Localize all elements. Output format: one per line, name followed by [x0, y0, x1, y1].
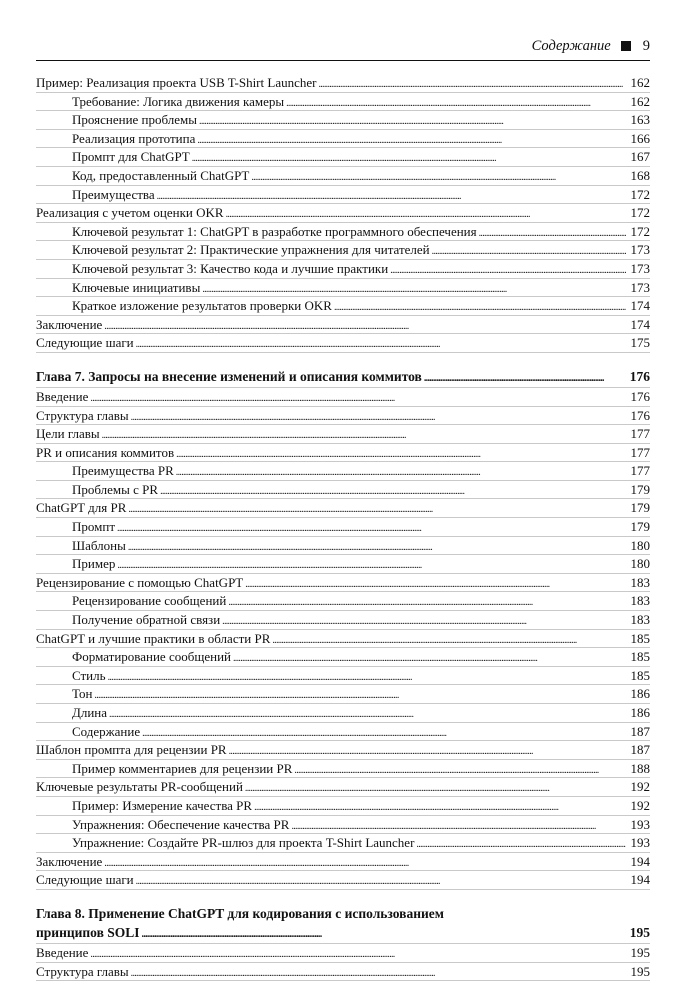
toc-entry-page: 195: [630, 944, 650, 960]
leader-dots: [157, 188, 626, 206]
toc-entry-page: 177: [630, 444, 650, 460]
toc-entry-page: 194: [630, 853, 650, 869]
toc-entry-title: Заключение: [36, 316, 103, 332]
leader-dots: [432, 243, 626, 261]
toc-entry[interactable]: [36, 407, 650, 426]
toc-entry-page: 185: [630, 630, 650, 646]
toc-entry-title: Содержание: [72, 723, 141, 739]
chapter-title-line-1: Глава 8. Применение ChatGPT для кодирования с использованием: [36, 905, 444, 921]
toc-entry-title: Ключевой результат 3: Качество кода и лучшие практики: [72, 260, 389, 276]
toc-entry-title: Следующие шаги: [36, 872, 134, 888]
toc-entry[interactable]: [36, 241, 650, 260]
toc-entry[interactable]: [36, 518, 650, 537]
toc-entry-page: 192: [630, 797, 650, 813]
leader-dots: [229, 743, 626, 761]
leader-dots: [90, 946, 626, 964]
leader-dots: [104, 855, 626, 873]
toc-entry-page: 179: [630, 481, 650, 497]
toc-entry-title: Промпт для ChatGPT: [72, 149, 190, 165]
toc-entry-page: 185: [630, 649, 650, 665]
toc-entry-page: 185: [630, 667, 650, 683]
toc-entry-page: 162: [630, 75, 650, 90]
leader-dots: [254, 799, 626, 817]
toc-entry[interactable]: [36, 778, 650, 797]
toc-entry[interactable]: [36, 334, 650, 353]
header-rule: [36, 60, 650, 61]
leader-dots: [136, 873, 626, 891]
leader-dots: [142, 725, 626, 743]
toc-entry[interactable]: [36, 816, 650, 835]
toc-entry-title: Упражнения: Обеспечение качества PR: [72, 816, 290, 832]
toc-entry-title: Реализация с учетом оценки OKR: [36, 205, 224, 221]
toc-entry[interactable]: [36, 148, 650, 167]
toc-entry-page: 177: [630, 426, 650, 442]
toc-entry[interactable]: [36, 316, 650, 335]
toc-entry[interactable]: [36, 723, 650, 742]
toc-entry[interactable]: [36, 279, 650, 298]
leader-dots: [136, 336, 626, 354]
toc-entry-title: Длина: [72, 705, 108, 720]
toc-entry[interactable]: [36, 648, 650, 667]
toc-chapter-7[interactable]: [36, 367, 650, 388]
toc-entry-page: 174: [630, 316, 650, 332]
toc-group-3: [36, 944, 650, 981]
chapter-title: Глава 7. Запросы на внесение изменений и описания коммитов: [36, 368, 422, 384]
toc-entry-title: Требование: Логика движения камеры: [72, 93, 285, 109]
toc-entry-title: Шаблоны: [72, 537, 126, 553]
toc-entry-title: Ключевые инициативы: [72, 279, 201, 295]
toc-entry-title: Преимущества PR: [72, 463, 174, 479]
toc-entry[interactable]: [36, 186, 650, 205]
toc-entry[interactable]: [36, 130, 650, 149]
square-marker-icon: [621, 41, 631, 51]
toc-entry[interactable]: [36, 574, 650, 593]
toc-entry[interactable]: [36, 537, 650, 556]
leader-dots: [160, 483, 626, 501]
toc-entry-page: 188: [630, 760, 650, 776]
toc-entry-title: Ключевой результат 2: Практические упражнения для читателей: [72, 242, 430, 258]
leader-dots: [199, 113, 626, 131]
toc-entry[interactable]: [36, 425, 650, 444]
leader-dots: [102, 427, 626, 445]
toc-entry-page: 175: [630, 335, 650, 351]
leader-dots: [202, 281, 626, 299]
toc-entry[interactable]: [36, 797, 650, 816]
leader-dots: [192, 150, 626, 168]
running-header: [36, 34, 650, 58]
toc-entry[interactable]: [36, 111, 650, 130]
leader-dots: [334, 299, 626, 317]
toc-entry[interactable]: [36, 297, 650, 316]
toc-entry-page: 166: [630, 130, 650, 146]
toc-entry-page: 193: [630, 835, 650, 851]
toc-entry-title: Рецензирование сообщений: [72, 593, 227, 609]
toc-entry-title: Пример: Измерение качества PR: [72, 797, 253, 813]
toc-entry-page: 195: [630, 963, 650, 979]
toc-entry[interactable]: [36, 944, 650, 963]
toc-entry[interactable]: [36, 167, 650, 186]
toc-entry[interactable]: [36, 760, 650, 779]
toc-entry-page: 183: [630, 612, 650, 628]
toc-entry[interactable]: [36, 444, 650, 463]
leader-dots: [176, 446, 626, 464]
toc-entry[interactable]: [36, 834, 650, 853]
toc-entry[interactable]: [36, 685, 650, 704]
leader-dots: [222, 613, 626, 631]
toc-entry[interactable]: [36, 630, 650, 649]
toc-entry-page: 168: [630, 167, 650, 183]
toc-entry-title: PR и описания коммитов: [36, 444, 175, 460]
toc-entry-title: Заключение: [36, 853, 103, 869]
toc-entry[interactable]: [36, 204, 650, 223]
toc-entry-title: Тон: [72, 686, 93, 702]
toc-entry[interactable]: [36, 555, 650, 574]
leader-dots: [128, 539, 626, 557]
toc-entry-page: 177: [630, 463, 650, 479]
leader-dots: [245, 576, 626, 594]
toc-entry[interactable]: [36, 667, 650, 686]
toc-entry-title: ChatGPT для PR: [36, 500, 127, 516]
toc-entry-page: 173: [630, 242, 650, 258]
toc-entry-page: 174: [630, 298, 650, 314]
leader-dots: [251, 169, 626, 187]
leader-dots: [245, 780, 626, 798]
toc-entry[interactable]: [36, 388, 650, 407]
leader-dots: [142, 925, 628, 945]
leader-dots: [108, 669, 626, 687]
toc-entry[interactable]: [36, 611, 650, 630]
toc-entry-title: Реализация прототипа: [72, 130, 196, 146]
toc-entry[interactable]: [36, 853, 650, 872]
toc-entry-page: 186: [630, 686, 650, 702]
toc-entry-title: Шаблон промпта для рецензии PR: [36, 742, 227, 758]
leader-dots: [197, 132, 626, 150]
toc-entry-title: Краткое изложение результатов проверки OKR: [72, 298, 332, 314]
leader-dots: [416, 836, 626, 854]
leader-dots: [294, 762, 626, 780]
toc-entry-title: Следующие шаги: [36, 335, 134, 351]
toc-entry-title: Промпт: [72, 519, 116, 535]
running-header-title: Содержание: [531, 37, 611, 54]
toc-entry-title: Код, предоставленный ChatGPT: [72, 167, 250, 183]
toc-entry-title: Пример комментариев для рецензии PR: [72, 760, 293, 776]
toc-entry-page: 180: [630, 556, 650, 572]
toc-entry[interactable]: [36, 462, 650, 481]
toc-entry[interactable]: [36, 499, 650, 518]
leader-dots: [286, 95, 626, 113]
toc-entry-page: 163: [630, 112, 650, 128]
toc-entry-page: 176: [630, 407, 650, 423]
toc-entry-title: ChatGPT и лучшие практики в области PR: [36, 630, 271, 646]
toc-entry-title: Ключевые результаты PR-сообщений: [36, 779, 243, 795]
chapter-page: 195: [629, 924, 650, 940]
toc-entry-page: 173: [630, 260, 650, 276]
page-number: 9: [642, 37, 650, 54]
toc-entry-page: 193: [630, 816, 650, 832]
leader-dots: [176, 464, 626, 482]
toc-entry-page: 187: [630, 723, 650, 739]
toc-entry-page: 186: [630, 705, 650, 720]
toc-entry-title: Структура главы: [36, 963, 129, 979]
toc-entry[interactable]: [36, 223, 650, 242]
leader-dots: [117, 557, 626, 575]
toc-entry-title: Прояснение проблемы: [72, 112, 198, 128]
toc-entry-page: 176: [630, 388, 650, 404]
leader-dots: [90, 390, 626, 408]
leader-dots: [226, 206, 626, 224]
toc-entry[interactable]: [36, 963, 650, 982]
spacer: [36, 353, 650, 367]
toc-entry-title: Введение: [36, 388, 89, 404]
leader-dots: [424, 369, 628, 389]
toc-entry[interactable]: [36, 592, 650, 611]
toc-entry-title: Проблемы с PR: [72, 481, 159, 497]
toc-entry[interactable]: [36, 93, 650, 112]
leader-dots: [318, 76, 626, 94]
leader-dots: [104, 318, 626, 336]
table-of-contents: [36, 74, 650, 981]
toc-entry[interactable]: [36, 704, 650, 723]
spacer: [36, 890, 650, 904]
toc-entry-title: Стиль: [72, 667, 106, 683]
toc-entry-page: 194: [630, 872, 650, 888]
toc-entry-page: 172: [630, 186, 650, 202]
toc-entry-title: Ключевой результат 1: ChatGPT в разработке программного обеспечения: [72, 223, 477, 239]
chapter-title-line-2: принципов SOLI: [36, 924, 140, 940]
toc-entry-page: 172: [630, 205, 650, 221]
toc-entry-title: Структура главы: [36, 407, 129, 423]
chapter-page: 176: [629, 368, 650, 384]
toc-entry-title: Получение обратной связи: [72, 612, 221, 628]
toc-entry[interactable]: [36, 74, 650, 93]
leader-dots: [228, 594, 626, 612]
toc-entry-title: Пример: Реализация проекта USB T-Shirt Launcher: [36, 75, 317, 90]
toc-chapter-8[interactable]: [36, 904, 650, 944]
leader-dots: [117, 520, 626, 538]
leader-dots: [128, 501, 626, 519]
toc-entry-page: 192: [630, 779, 650, 795]
toc-entry-title: Форматирование сообщений: [72, 649, 231, 665]
toc-entry-title: Цели главы: [36, 426, 100, 442]
toc-entry-page: 183: [630, 593, 650, 609]
toc-group-1: [36, 74, 650, 353]
toc-entry-page: 187: [630, 742, 650, 758]
toc-entry-page: 172: [630, 223, 650, 239]
leader-dots: [233, 650, 626, 668]
toc-entry-page: 162: [630, 93, 650, 109]
leader-dots: [272, 632, 626, 650]
toc-entry-page: 173: [630, 279, 650, 295]
chapter-title-line-2-row: [36, 923, 650, 944]
toc-entry-page: 179: [630, 519, 650, 535]
leader-dots: [131, 965, 626, 983]
leader-dots: [109, 706, 626, 724]
leader-dots: [291, 818, 626, 836]
toc-entry-page: 167: [630, 149, 650, 165]
leader-dots: [479, 225, 626, 243]
toc-entry-page: 180: [630, 537, 650, 553]
toc-entry-title: Пример: [72, 556, 116, 572]
toc-entry-title: Упражнение: Создайте PR-шлюз для проекта T-Shirt Launcher: [72, 835, 415, 851]
toc-group-2: [36, 388, 650, 890]
toc-entry[interactable]: [36, 741, 650, 760]
toc-entry[interactable]: [36, 871, 650, 890]
toc-entry-page: 183: [630, 574, 650, 590]
toc-entry[interactable]: [36, 481, 650, 500]
leader-dots: [94, 687, 626, 705]
toc-entry-title: Введение: [36, 944, 89, 960]
leader-dots: [390, 262, 626, 280]
toc-entry-page: 179: [630, 500, 650, 516]
toc-entry-title: Рецензирование с помощью ChatGPT: [36, 574, 244, 590]
toc-entry[interactable]: [36, 260, 650, 279]
leader-dots: [131, 409, 626, 427]
toc-entry-title: Преимущества: [72, 186, 155, 202]
